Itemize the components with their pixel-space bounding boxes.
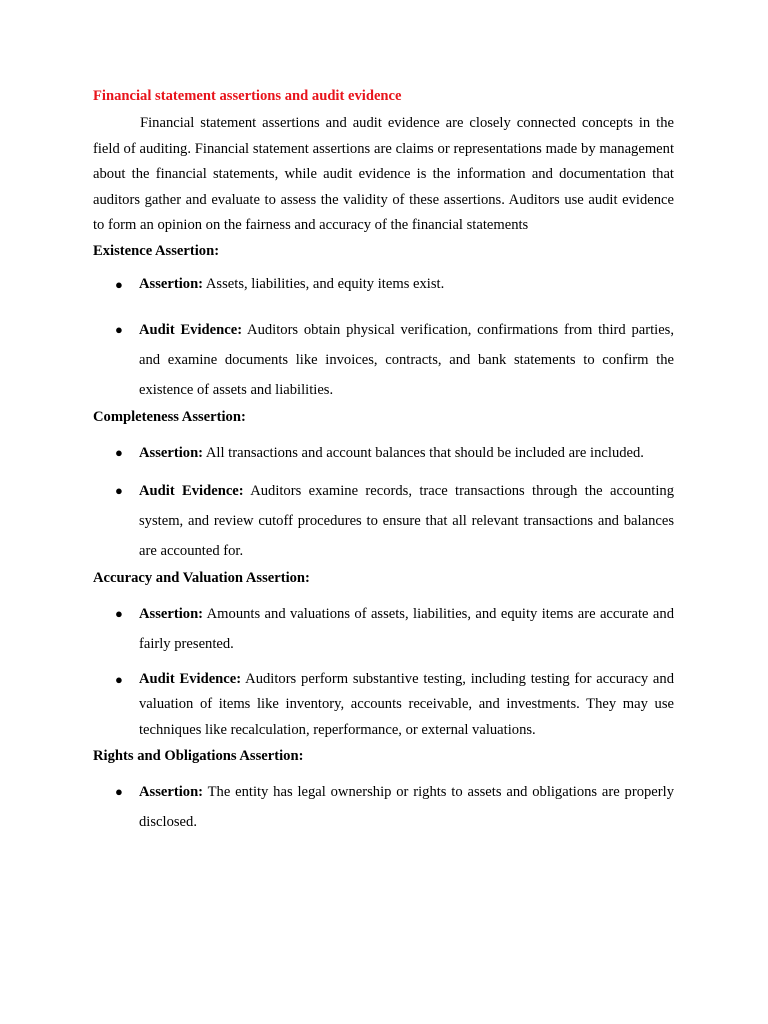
document-page [93, 86, 674, 837]
item-text: Auditors perform substantive testing, including testing for accuracy and valuation of items like inventory, accounts receivable, and investments. They may use techniques like recalculation, reperformance, or external valuations. [139, 670, 675, 739]
document-title: Financial statement assertions and audit evidence [93, 88, 402, 104]
bullet-icon: ● [115, 444, 123, 460]
bullet-icon: ● [115, 605, 123, 621]
item-text: All transactions and account balances that should be included are included. [205, 444, 644, 461]
bullet-icon: ● [115, 276, 123, 292]
item-label: Assertion: [139, 444, 204, 461]
item-text: The entity has legal ownership or rights to assets and obligations are properly disclosed. [139, 783, 674, 830]
item-text: Assets, liabilities, and equity items exist. [205, 275, 445, 292]
section-heading-existence: Existence Assertion: [93, 242, 220, 259]
intro-paragraph: Financial statement assertions and audit evidence are closely connected concepts in the field of auditing. Financial statement assertions are claims or representations made by management about the financial statements, while audit evidence is the information and documentation that auditors gather and evaluate to assess the validity of these assertions. Auditors use audit evidence to form an opinion on the fairness and accuracy of the financial statements [93, 115, 674, 234]
list-item [93, 476, 674, 566]
item-text: Auditors obtain physical verification, confirmations from third parties, and examine documents like invoices, contracts, and bank statements to confirm the existence of assets and liabilities. [139, 322, 674, 399]
item-label: Assertion: [139, 605, 204, 622]
item-label: Assertion: [139, 275, 204, 292]
list-item [93, 272, 674, 298]
item-label: Audit Evidence: [139, 482, 244, 499]
section-heading-accuracy-valuation: Accuracy and Valuation Assertion: [93, 569, 310, 586]
section-heading-completeness: Completeness Assertion: [93, 409, 246, 426]
bullet-icon: ● [115, 783, 123, 799]
bullet-icon: ● [115, 322, 123, 338]
list-item [93, 667, 674, 744]
item-text: Amounts and valuations of assets, liabilities, and equity items are accurate and fairly presented. [139, 605, 675, 652]
section-heading-rights-obligations: Rights and Obligations Assertion: [93, 747, 304, 764]
bullet-list-accuracy-valuation [93, 599, 674, 744]
bullet-list-rights-obligations [93, 777, 674, 837]
item-label: Audit Evidence: [139, 322, 243, 339]
bullet-icon: ● [115, 482, 123, 498]
bullet-icon: ● [115, 671, 123, 687]
bullet-list-existence [93, 272, 674, 406]
bullet-list-completeness [93, 438, 674, 566]
item-text: Auditors examine records, trace transactions through the accounting system, and review cutoff procedures to ensure that all relevant transactions and balances are accounted for. [139, 482, 674, 559]
list-item [93, 777, 674, 837]
list-item [93, 315, 674, 405]
item-label: Audit Evidence: [139, 670, 242, 687]
item-label: Assertion: [139, 783, 204, 800]
list-item [93, 438, 674, 468]
list-item [93, 599, 674, 659]
